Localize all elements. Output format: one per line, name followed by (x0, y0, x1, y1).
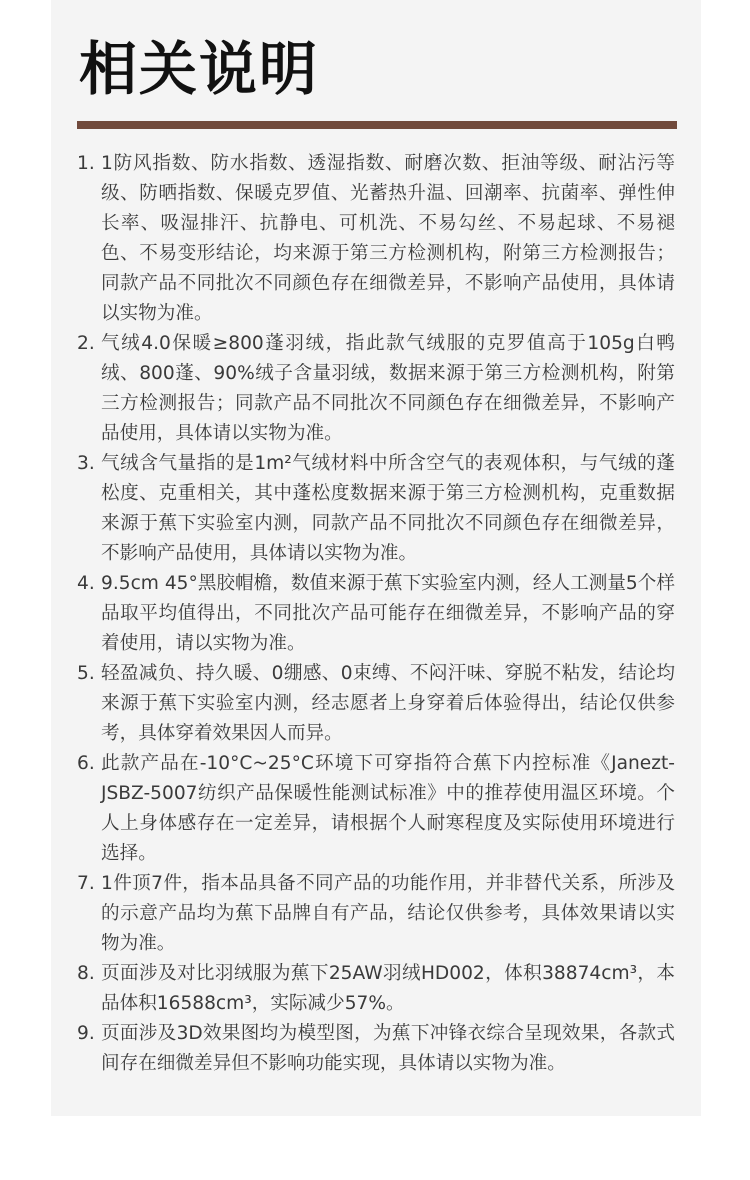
note-item-6 (77, 749, 675, 869)
note-item-3 (77, 449, 675, 569)
note-number: 7. (77, 873, 95, 894)
note-text: 气绒含气量指的是1m²气绒材料中所含空气的表观体积，与气绒的蓬松度、克重相关，其中蓬松度数据来源于第三方检测机构，克重数据来源于蕉下实验室内测，同款产品不同批次不同颜色存在细微差异，不影响产品使用，具体请以实物为准。 (101, 453, 675, 564)
note-text: 1件顶7件，指本品具备不同产品的功能作用，并非替代关系，所涉及的示意产品均为蕉下品牌自有产品，结论仅供参考，具体效果请以实物为准。 (101, 873, 675, 954)
note-item-2 (77, 329, 675, 449)
note-text: 此款产品在-10°C~25°C环境下可穿指符合蕉下内控标准《Janezt-JSBZ-5007纺织产品保暖性能测试标准》中的推荐使用温区环境。个人上身体感存在一定差异，请根据个人耐寒程度及实际使用环境进行选择。 (101, 753, 675, 864)
note-text: 气绒4.0保暖≥800蓬羽绒，指此款气绒服的克罗值高于105g白鸭绒、800蓬、90%绒子含量羽绒，数据来源于第三方检测机构，附第三方检测报告；同款产品不同批次不同颜色存在细微差异，不影响产品使用，具体请以实物为准。 (101, 333, 675, 444)
note-number: 6. (77, 753, 95, 774)
title-divider (77, 121, 677, 129)
note-text: 1防风指数、防水指数、透湿指数、耐磨次数、拒油等级、耐沾污等级、防晒指数、保暖克罗值、光蓄热升温、回潮率、抗菌率、弹性伸长率、吸湿排汗、抗静电、可机洗、不易勾丝、不易起球、不易褪色、不易变形结论，均来源于第三方检测机构，附第三方检测报告；同款产品不同批次不同颜色存在细微差异，不影响产品使用，具体请以实物为准。 (101, 153, 675, 324)
note-text: 轻盈减负、持久暖、0绷感、0束缚、不闷汗味、穿脱不粘发，结论均来源于蕉下实验室内测，经志愿者上身穿着后体验得出，结论仅供参考，具体穿着效果因人而异。 (101, 663, 675, 744)
page-title: 相关说明 (79, 35, 320, 103)
note-item-5 (77, 659, 675, 749)
notes-list (77, 149, 675, 1079)
note-number: 2. (77, 333, 95, 354)
note-text: 9.5cm 45°黑胶帽檐，数值来源于蕉下实验室内测，经人工测量5个样品取平均值得出，不同批次产品可能存在细微差异，不影响产品的穿着使用，请以实物为准。 (101, 573, 675, 654)
note-item-9 (77, 1019, 675, 1079)
note-number: 8. (77, 963, 95, 984)
note-text: 页面涉及3D效果图均为模型图，为蕉下冲锋衣综合呈现效果，各款式间存在细微差异但不影响功能实现，具体请以实物为准。 (101, 1023, 675, 1074)
note-item-7 (77, 869, 675, 959)
note-number: 4. (77, 573, 95, 594)
note-item-4 (77, 569, 675, 659)
note-number: 5. (77, 663, 95, 684)
note-number: 3. (77, 453, 95, 474)
note-item-1 (77, 149, 675, 329)
note-number: 9. (77, 1023, 95, 1044)
note-text: 页面涉及对比羽绒服为蕉下25AW羽绒HD002，体积38874cm³，本品体积16588cm³，实际减少57%。 (101, 963, 675, 1014)
note-number: 1. (77, 153, 95, 174)
note-item-8 (77, 959, 675, 1019)
